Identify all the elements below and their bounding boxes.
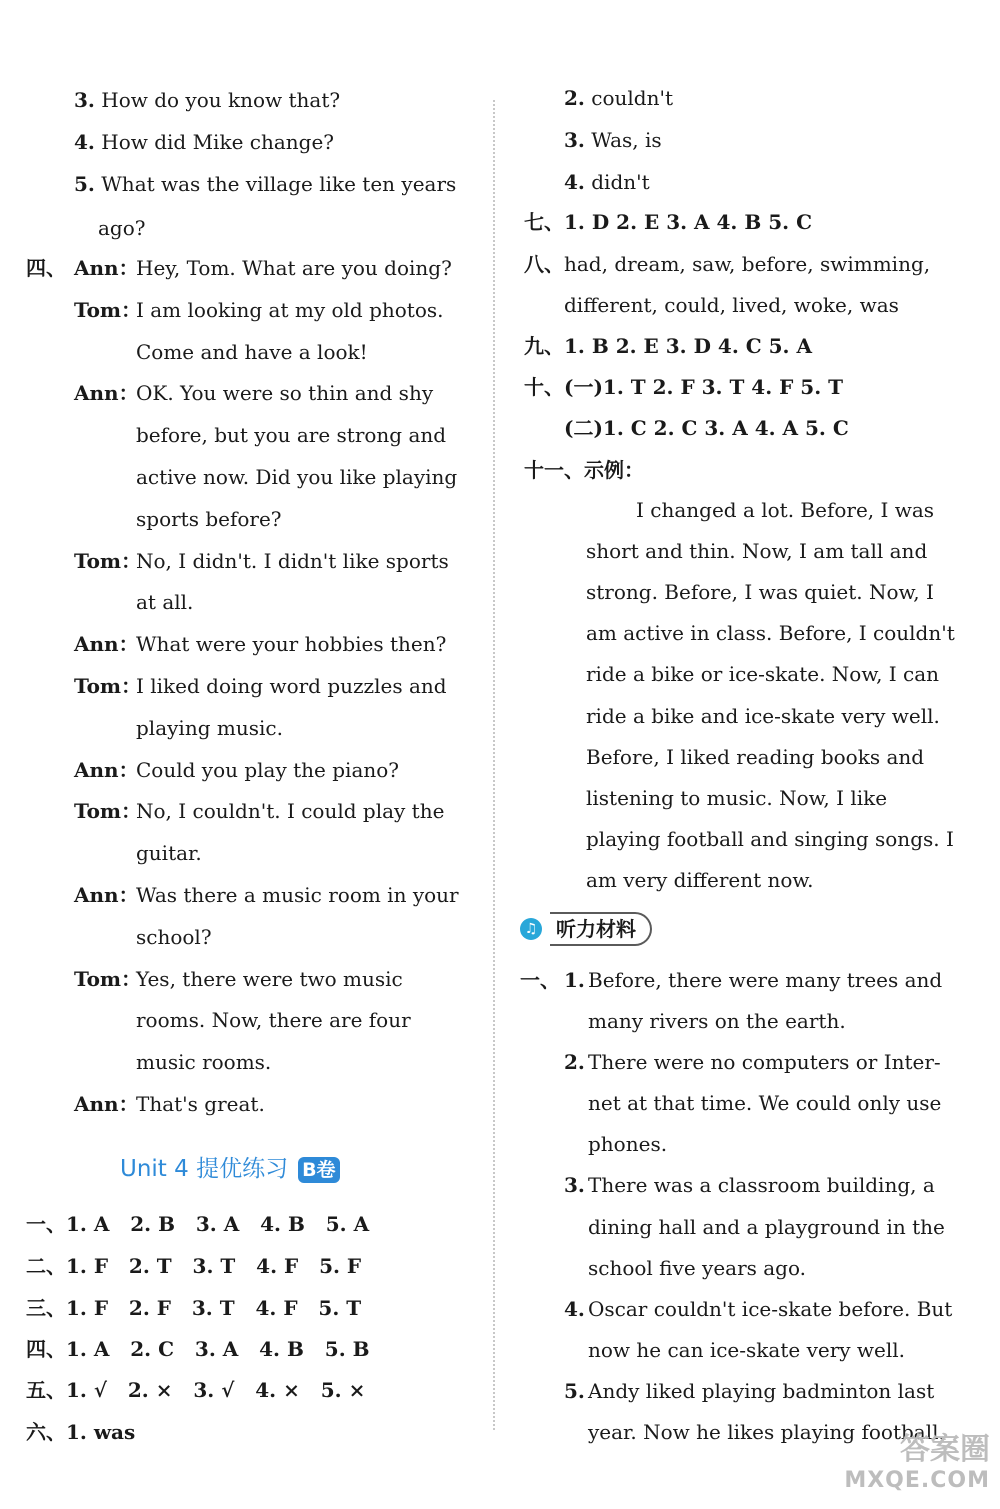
essay-line: short and thin. Now, I am tall and <box>586 539 928 563</box>
answer-text: 1. D 2. E 3. A 4. B 5. C <box>564 210 812 234</box>
listening-text: Oscar couldn't ice-skate before. But <box>588 1297 953 1321</box>
dialogue-speaker: Ann： <box>74 1092 139 1116</box>
listening-text: Before, there were many trees and <box>588 968 943 992</box>
site-watermark <box>840 1433 990 1503</box>
answer-row <box>26 1294 361 1322</box>
section-eight <box>524 250 930 278</box>
section-marker: 六、 <box>26 1420 66 1444</box>
question-number: 5. <box>74 172 95 196</box>
answer-number: 2. <box>564 86 585 110</box>
section-marker: 十、 <box>524 375 564 399</box>
answer-number: 4. <box>564 170 585 194</box>
listening-text: There were no computers or Inter- <box>588 1050 941 1074</box>
watermark-domain: MXQE.COM <box>844 1468 990 1493</box>
essay-line: listening to music. Now, I like <box>586 786 888 810</box>
dialogue-text: Come and have a look! <box>136 340 368 364</box>
section-ten <box>524 373 843 401</box>
dialogue-text: before, but you are strong and <box>136 423 447 447</box>
dialogue-text: active now. Did you like playing <box>136 465 458 489</box>
section-marker: 一、 <box>520 968 560 992</box>
dialogue-text: sports before? <box>136 507 282 531</box>
dialogue-speaker: Tom： <box>74 799 142 823</box>
essay-line: am active in class. Before, I couldn't <box>586 621 955 645</box>
question-3 <box>74 86 340 114</box>
listening-text: year. Now he likes playing football. <box>588 1420 945 1444</box>
answer-text: 1. B 2. E 3. D 4. C 5. A <box>564 334 812 358</box>
answer-text: couldn't <box>591 86 673 110</box>
dialogue-speaker: Ann： <box>74 632 139 656</box>
answer-text: 1. F 2. F 3. T 4. F 5. T <box>66 1296 362 1320</box>
question-4 <box>74 128 334 156</box>
answer-row <box>26 1418 135 1446</box>
listening-text: phones. <box>588 1132 668 1156</box>
answer-row <box>564 168 650 196</box>
section-marker: 七、 <box>524 210 564 234</box>
answer-text: 1. A 2. B 3. A 4. B 5. A <box>66 1212 370 1236</box>
question-number: 4. <box>74 130 95 154</box>
listening-text: school five years ago. <box>588 1256 807 1280</box>
dialogue-speaker: Tom： <box>74 674 142 698</box>
item-number: 1. <box>564 968 585 992</box>
unit-title <box>120 1150 340 1183</box>
dialogue-text: That's great. <box>136 1092 265 1116</box>
dialogue-speaker: Ann： <box>74 256 139 280</box>
dialogue-speaker: Tom： <box>74 549 142 573</box>
dialogue-text: Was there a music room in your <box>136 883 459 907</box>
essay-line: playing football and singing songs. I <box>586 827 954 851</box>
watermark-logo-text: 答案圈 <box>900 1432 990 1467</box>
dialogue-text: Yes, there were two music <box>136 967 403 991</box>
item-number: 3. <box>564 1173 585 1197</box>
dialogue-text: school? <box>136 925 212 949</box>
answer-text: had, dream, saw, before, swimming, <box>564 252 931 276</box>
answer-text: 1. F 2. T 3. T 4. F 5. F <box>66 1254 362 1278</box>
dialogue-text: Hey, Tom. What are you doing? <box>136 256 452 280</box>
item-number: 2. <box>564 1050 585 1074</box>
dialogue-text: No, I couldn't. I could play the <box>136 799 445 823</box>
answer-number: 3. <box>564 128 585 152</box>
unit-title-text: Unit 4 提优练习 <box>120 1156 289 1182</box>
answer-row <box>26 1335 370 1363</box>
answer-row <box>26 1210 369 1238</box>
listening-text: dining hall and a playground in the <box>588 1215 945 1239</box>
essay-line: ride a bike or ice-skate. Now, I can <box>586 662 940 686</box>
section-seven <box>524 208 812 236</box>
answer-text: 1. √ 2. × 3. √ 4. × 5. × <box>66 1378 366 1402</box>
answer-text: (一)1. T 2. F 3. T 4. F 5. T <box>564 375 844 399</box>
section-marker: 十一、示例： <box>524 458 644 482</box>
dialogue-text: at all. <box>136 590 194 614</box>
section-marker: 三、 <box>26 1296 66 1320</box>
essay-line: Before, I liked reading books and <box>586 745 925 769</box>
listening-heading <box>520 912 652 946</box>
answer-row <box>564 84 673 112</box>
dialogue-speaker: Ann： <box>74 883 139 907</box>
section-ten-part-2 <box>564 414 849 442</box>
dialogue-speaker: Tom： <box>74 298 142 322</box>
listening-text: net at that time. We could only use <box>588 1091 942 1115</box>
answer-row <box>26 1252 361 1280</box>
answer-text: 1. was <box>66 1420 136 1444</box>
section-marker: 二、 <box>26 1254 66 1278</box>
dialogue-speaker: Tom： <box>74 967 142 991</box>
question-text: How did Mike change? <box>101 130 335 154</box>
section-marker: 四、 <box>26 256 66 280</box>
dialogue-text: Could you play the piano? <box>136 758 400 782</box>
answer-text: (二)1. C 2. C 3. A 4. A 5. C <box>564 416 849 440</box>
item-number: 5. <box>564 1379 585 1403</box>
headphones-icon: ♫ <box>520 918 542 940</box>
item-number: 4. <box>564 1297 585 1321</box>
dialogue-text: rooms. Now, there are four <box>136 1008 411 1032</box>
listening-title: 听力材料 <box>550 912 652 946</box>
section-marker: 一、 <box>26 1212 66 1236</box>
dialogue-text: music rooms. <box>136 1050 272 1074</box>
answer-text: didn't <box>591 170 650 194</box>
listening-text: many rivers on the earth. <box>588 1009 846 1033</box>
dialogue-text: I am looking at my old photos. <box>136 298 444 322</box>
dialogue-text: OK. You were so thin and shy <box>136 381 434 405</box>
question-text: What was the village like ten years <box>101 172 457 196</box>
section-eleven-heading <box>524 456 644 484</box>
essay-line: strong. Before, I was quiet. Now, I <box>586 580 934 604</box>
essay-line: am very different now. <box>586 868 814 892</box>
answer-text: Was, is <box>591 128 662 152</box>
dialogue-text: I liked doing word puzzles and <box>136 674 447 698</box>
essay-line: I changed a lot. Before, I was <box>636 498 935 522</box>
question-text: How do you know that? <box>101 88 341 112</box>
dialogue-text: playing music. <box>136 716 283 740</box>
section-nine <box>524 332 812 360</box>
essay-line: ride a bike and ice-skate very well. <box>586 704 940 728</box>
section-marker: 九、 <box>524 334 564 358</box>
dialogue-text: No, I didn't. I didn't like sports <box>136 549 449 573</box>
question-5-cont: ago? <box>98 216 146 240</box>
dialogue-speaker: Ann： <box>74 758 139 782</box>
listening-text: Andy liked playing badminton last <box>588 1379 935 1403</box>
answer-row <box>564 126 662 154</box>
unit-badge: B卷 <box>298 1157 339 1183</box>
section-marker: 八、 <box>524 252 564 276</box>
section-marker: 五、 <box>26 1378 66 1402</box>
section-marker: 四、 <box>26 1337 66 1361</box>
listening-text: now he can ice-skate very well. <box>588 1338 906 1362</box>
dialogue-text: guitar. <box>136 841 202 865</box>
question-5 <box>74 170 456 198</box>
section-eight-line-2: different, could, lived, woke, was <box>564 293 899 317</box>
dialogue-speaker: Ann： <box>74 381 139 405</box>
column-divider <box>493 100 495 1430</box>
listening-text: There was a classroom building, a <box>588 1173 935 1197</box>
dialogue-text: What were your hobbies then? <box>136 632 447 656</box>
answer-text: 1. A 2. C 3. A 4. B 5. B <box>66 1337 370 1361</box>
question-number: 3. <box>74 88 95 112</box>
answer-row <box>26 1376 365 1404</box>
